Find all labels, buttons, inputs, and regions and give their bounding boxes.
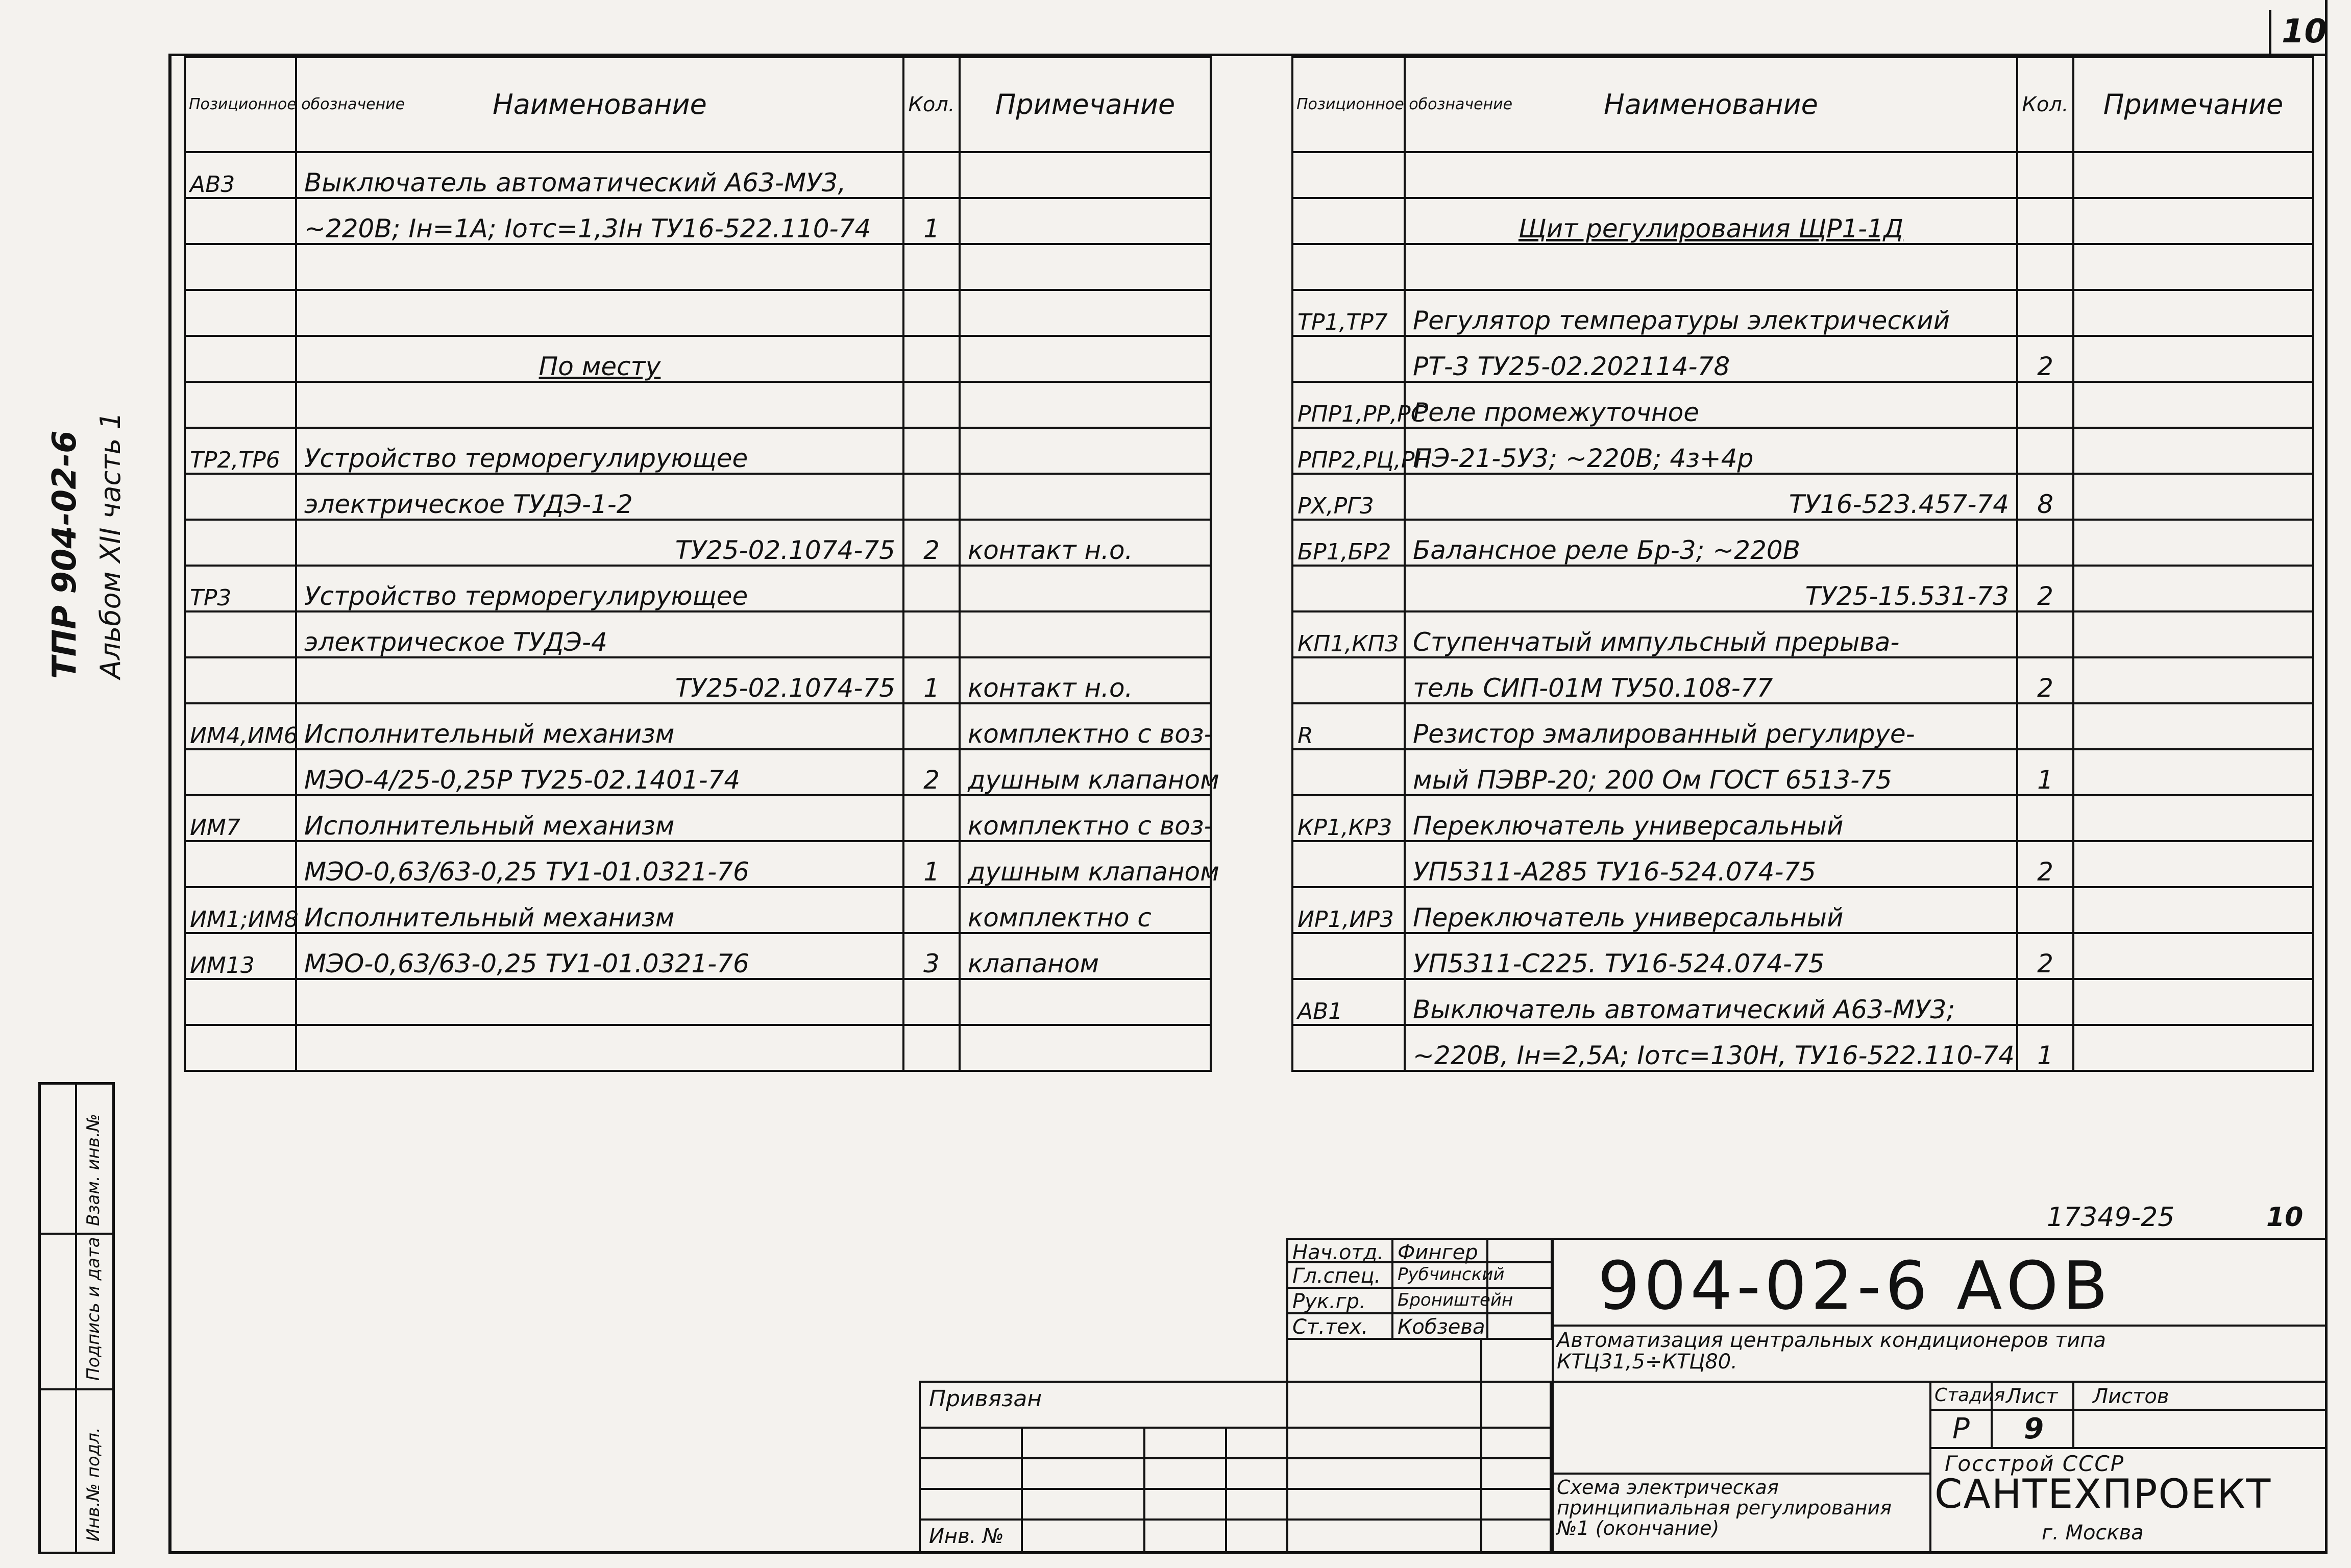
note-cell: комплектно с <box>960 887 1211 933</box>
name-cell: Реле промежуточное <box>1405 382 2017 428</box>
note-cell <box>960 244 1211 290</box>
sheet-value: 9 <box>2024 1412 2044 1446</box>
note-cell <box>2073 198 2313 244</box>
table-row <box>185 611 1211 657</box>
note-cell: душным клапаном <box>960 749 1211 795</box>
table-row <box>185 520 1211 566</box>
note-cell <box>960 428 1211 474</box>
qty-cell <box>2017 795 2073 841</box>
note-cell: клапаном <box>960 933 1211 979</box>
position-cell <box>185 290 296 336</box>
name-cell: ТУ25-02.1074-75 <box>296 520 903 566</box>
name-cell: УП5311-С225. ТУ16-524.074-75 <box>1405 933 2017 979</box>
qty-cell <box>903 336 960 382</box>
note-cell <box>2073 611 2313 657</box>
role-4: Ст.тех. <box>1286 1312 1393 1340</box>
table-row <box>185 566 1211 611</box>
note-cell <box>2073 382 2313 428</box>
qty-cell <box>2017 290 2073 336</box>
name-cell: Выключатель автоматический А63-МУ3; <box>1405 979 2017 1025</box>
sheets-label: Листов <box>2093 1385 2169 1408</box>
name-cell: ТУ25-02.1074-75 <box>296 657 903 703</box>
position-cell: R <box>1292 703 1405 749</box>
note-cell <box>2073 520 2313 566</box>
qty-cell <box>2017 520 2073 566</box>
table-row <box>185 933 1211 979</box>
qty-cell: 2 <box>2017 336 2073 382</box>
header-note: Примечание <box>2073 57 2313 152</box>
note-cell <box>960 152 1211 198</box>
table-row <box>185 428 1211 474</box>
drawing-title: Схема электрическая принципиальная регулирования №1 (окончание) <box>1557 1476 1892 1539</box>
album-vertical: Альбом XII часть 1 <box>94 411 127 679</box>
qty-cell <box>903 474 960 520</box>
position-cell <box>185 657 296 703</box>
privyazan-label: Привязан <box>929 1386 1042 1412</box>
name-cell <box>296 244 903 290</box>
qty-cell <box>2017 979 2073 1025</box>
table-row <box>1292 336 2313 382</box>
name-cell: электрическое ТУДЭ-1-2 <box>296 474 903 520</box>
role-2: Гл.спец. <box>1286 1261 1393 1289</box>
position-cell <box>1292 198 1405 244</box>
note-cell <box>960 474 1211 520</box>
table-row <box>1292 152 2313 198</box>
qty-cell <box>2017 152 2073 198</box>
qty-cell: 2 <box>903 520 960 566</box>
table-row <box>1292 933 2313 979</box>
note-cell <box>2073 244 2313 290</box>
name-cell: Исполнительный механизм <box>296 703 903 749</box>
note-cell: комплектно с воз- <box>960 703 1211 749</box>
note-cell <box>2073 841 2313 887</box>
title-block <box>919 1238 2328 1554</box>
name-cell: электрическое ТУДЭ-4 <box>296 611 903 657</box>
position-cell: РПР2,РЦ,РН <box>1292 428 1405 474</box>
position-cell <box>185 841 296 887</box>
table-row <box>185 198 1211 244</box>
qty-cell: 2 <box>2017 657 2073 703</box>
qty-cell: 1 <box>903 198 960 244</box>
note-cell <box>960 611 1211 657</box>
name-cell <box>1405 244 2017 290</box>
note-cell: душным клапаном <box>960 841 1211 887</box>
note-cell <box>2073 474 2313 520</box>
corner-sheet-number: 10 <box>2282 13 2328 51</box>
sign-date-label: Подпись и дата <box>83 1237 104 1381</box>
table-row <box>1292 428 2313 474</box>
note-cell <box>2073 566 2313 611</box>
name-cell: ТУ16-523.457-74 <box>1405 474 2017 520</box>
qty-cell: 1 <box>2017 749 2073 795</box>
position-cell <box>1292 152 1405 198</box>
qty-cell: 2 <box>2017 933 2073 979</box>
table-row <box>1292 979 2313 1025</box>
name-cell <box>296 979 903 1025</box>
position-cell: РХ,РГ3 <box>1292 474 1405 520</box>
sheet-label: Лист <box>2006 1385 2058 1408</box>
note-cell: контакт н.о. <box>960 657 1211 703</box>
header-qty: Кол. <box>903 57 960 152</box>
note-cell <box>2073 887 2313 933</box>
qty-cell <box>903 611 960 657</box>
header-note: Примечание <box>960 57 1211 152</box>
table-row <box>1292 657 2313 703</box>
position-cell: АВ3 <box>185 152 296 198</box>
qty-cell <box>903 290 960 336</box>
name-cell: Устройство терморегулирующее <box>296 428 903 474</box>
qty-cell: 1 <box>903 841 960 887</box>
name-cell <box>296 1025 903 1071</box>
note-cell <box>2073 152 2313 198</box>
name-cell: Исполнительный механизм <box>296 887 903 933</box>
position-cell: ТР2,ТР6 <box>185 428 296 474</box>
qty-cell <box>903 566 960 611</box>
position-cell <box>185 474 296 520</box>
header-qty: Кол. <box>2017 57 2073 152</box>
position-cell <box>1292 933 1405 979</box>
table-row <box>185 703 1211 749</box>
table-row <box>185 1025 1211 1071</box>
header-name: Наименование <box>1405 57 2017 152</box>
table-row <box>1292 749 2313 795</box>
stage-value: Р <box>1952 1412 1970 1446</box>
qty-cell <box>2017 198 2073 244</box>
position-cell <box>185 1025 296 1071</box>
table-row <box>185 749 1211 795</box>
note-cell <box>2073 290 2313 336</box>
note-cell <box>960 382 1211 428</box>
position-cell <box>1292 657 1405 703</box>
name-cell: РТ-3 ТУ25-02.202114-78 <box>1405 336 2017 382</box>
name-cell: Балансное реле Бр-3; ~220В <box>1405 520 2017 566</box>
position-cell <box>1292 1025 1405 1071</box>
position-cell <box>1292 841 1405 887</box>
table-header <box>1292 57 2313 152</box>
table-row <box>1292 887 2313 933</box>
name-4: Кобзева <box>1391 1312 1488 1340</box>
qty-cell <box>2017 611 2073 657</box>
table-row <box>185 979 1211 1025</box>
name-cell: Переключатель универсальный <box>1405 795 2017 841</box>
table-row <box>185 795 1211 841</box>
inv-podl-label: Инв.№ подл. <box>83 1427 104 1541</box>
name-cell: ПЭ-21-5У3; ~220В; 4з+4р <box>1405 428 2017 474</box>
name-cell: УП5311-А285 ТУ16-524.074-75 <box>1405 841 2017 887</box>
position-cell: ИМ4,ИМ6 <box>185 703 296 749</box>
signature-3 <box>1486 1287 1553 1314</box>
note-cell <box>2073 933 2313 979</box>
table-row <box>185 887 1211 933</box>
qty-cell <box>903 703 960 749</box>
doc-code-top-num: 10 <box>2266 1202 2304 1233</box>
name-cell: Исполнительный механизм <box>296 795 903 841</box>
role-1: Нач.отд. <box>1286 1238 1393 1263</box>
position-cell: ТР3 <box>185 566 296 611</box>
name-cell <box>1405 152 2017 198</box>
note-cell <box>960 566 1211 611</box>
name-cell: мый ПЭВР-20; 200 Ом ГОСТ 6513-75 <box>1405 749 2017 795</box>
table-row <box>1292 290 2313 336</box>
note-cell <box>960 198 1211 244</box>
name-cell <box>296 382 903 428</box>
name-cell: Переключатель универсальный <box>1405 887 2017 933</box>
table-row <box>1292 841 2313 887</box>
note-cell <box>2073 428 2313 474</box>
qty-cell <box>2017 887 2073 933</box>
name-cell: МЭО-0,63/63-0,25 ТУ1-01.0321-76 <box>296 841 903 887</box>
note-cell: комплектно с воз- <box>960 795 1211 841</box>
position-cell: КР1,КР3 <box>1292 795 1405 841</box>
spec-table-right <box>1291 56 2314 1072</box>
name-cell: Резистор эмалированный регулируе- <box>1405 703 2017 749</box>
note-cell <box>2073 1025 2313 1071</box>
position-cell <box>185 198 296 244</box>
note-cell <box>2073 336 2313 382</box>
position-cell <box>1292 336 1405 382</box>
table-row <box>185 382 1211 428</box>
name-cell: ~220В; Iн=1А; Iотс=1,3Iн ТУ16-522.110-74 <box>296 198 903 244</box>
signature-2 <box>1486 1261 1553 1289</box>
note-cell <box>2073 657 2313 703</box>
qty-cell: 8 <box>2017 474 2073 520</box>
position-cell <box>1292 566 1405 611</box>
note-cell <box>960 336 1211 382</box>
table-row <box>1292 703 2313 749</box>
corner-sheet-box <box>2269 10 2271 55</box>
note-cell <box>960 1025 1211 1071</box>
project-code-vertical: ТПР 904-02-6 <box>46 430 84 679</box>
table-row <box>1292 566 2313 611</box>
name-cell: Ступенчатый импульсный прерыва- <box>1405 611 2017 657</box>
org-city: г. Москва <box>2042 1521 2144 1545</box>
qty-cell <box>2017 428 2073 474</box>
position-cell <box>185 749 296 795</box>
position-cell <box>185 520 296 566</box>
qty-cell: 1 <box>2017 1025 2073 1071</box>
qty-cell <box>903 152 960 198</box>
note-cell <box>2073 703 2313 749</box>
table-row <box>185 152 1211 198</box>
table-row <box>185 244 1211 290</box>
role-3: Рук.гр. <box>1286 1287 1393 1314</box>
org-gosstroy: Госстрой СССР <box>1945 1451 2125 1476</box>
table-row <box>1292 198 2313 244</box>
doc-code-top: 17349-25 <box>2047 1202 2175 1233</box>
note-cell: контакт н.о. <box>960 520 1211 566</box>
signature-1 <box>1486 1238 1553 1263</box>
table-header <box>185 57 1211 152</box>
table-row <box>1292 382 2313 428</box>
name-cell: тель СИП-01М ТУ50.108-77 <box>1405 657 2017 703</box>
project-title: Автоматизация центральных кондиционеров типа КТЦ31,5÷КТЦ80. <box>1557 1329 2106 1374</box>
qty-cell: 2 <box>903 749 960 795</box>
table-row <box>185 841 1211 887</box>
table-row <box>1292 1025 2313 1071</box>
name-cell: Выключатель автоматический А63-МУ3, <box>296 152 903 198</box>
position-cell <box>185 336 296 382</box>
spec-table-left <box>184 56 1219 1072</box>
name-1: Фингер <box>1391 1238 1488 1263</box>
name-cell: МЭО-4/25-0,25Р ТУ25-02.1401-74 <box>296 749 903 795</box>
name-cell: Регулятор температуры электрический <box>1405 290 2017 336</box>
qty-cell <box>903 795 960 841</box>
position-cell <box>185 611 296 657</box>
name-cell: ~220В, Iн=2,5А; Iотс=130Н, ТУ16-522.110-74 <box>1405 1025 2017 1071</box>
note-cell <box>960 290 1211 336</box>
qty-cell: 3 <box>903 933 960 979</box>
table-row <box>185 657 1211 703</box>
position-cell: БР1,БР2 <box>1292 520 1405 566</box>
qty-cell <box>2017 382 2073 428</box>
qty-cell <box>903 428 960 474</box>
position-cell: ИМ7 <box>185 795 296 841</box>
table-row <box>1292 244 2313 290</box>
table-row <box>185 336 1211 382</box>
table-row <box>1292 520 2313 566</box>
header-pos: Позиционное обозначение <box>1292 57 1405 152</box>
table-row <box>1292 611 2313 657</box>
name-cell: По месту <box>296 336 903 382</box>
position-cell: ИР1,ИР3 <box>1292 887 1405 933</box>
table-row <box>1292 795 2313 841</box>
qty-cell <box>903 979 960 1025</box>
position-cell: ИМ13 <box>185 933 296 979</box>
qty-cell <box>903 244 960 290</box>
qty-cell <box>2017 703 2073 749</box>
vzam-inv-label: Взам. инв.№ <box>83 1113 104 1226</box>
qty-cell <box>903 382 960 428</box>
table-row <box>185 290 1211 336</box>
note-cell <box>2073 749 2313 795</box>
signature-grid <box>1286 1238 1552 1340</box>
position-cell <box>185 979 296 1025</box>
position-cell: КП1,КП3 <box>1292 611 1405 657</box>
position-cell: РПР1,РР,РС <box>1292 382 1405 428</box>
qty-cell <box>2017 244 2073 290</box>
name-cell: МЭО-0,63/63-0,25 ТУ1-01.0321-76 <box>296 933 903 979</box>
note-cell <box>2073 795 2313 841</box>
inv-label: Инв. № <box>929 1525 1004 1548</box>
position-cell: ИМ1;ИМ8 <box>185 887 296 933</box>
name-3: Броништейн <box>1391 1287 1488 1314</box>
table-row <box>185 474 1211 520</box>
qty-cell <box>903 887 960 933</box>
name-cell: ТУ25-15.531-73 <box>1405 566 2017 611</box>
qty-cell: 1 <box>903 657 960 703</box>
position-cell <box>1292 244 1405 290</box>
position-cell: ТР1,ТР7 <box>1292 290 1405 336</box>
signature-4 <box>1486 1312 1553 1340</box>
note-cell <box>2073 979 2313 1025</box>
name-cell <box>296 290 903 336</box>
name-cell: Щит регулирования ЩР1-1Д <box>1405 198 2017 244</box>
position-cell <box>1292 749 1405 795</box>
position-cell: АВ1 <box>1292 979 1405 1025</box>
header-pos: Позиционное обозначение <box>185 57 296 152</box>
position-cell <box>185 244 296 290</box>
qty-cell <box>903 1025 960 1071</box>
qty-cell: 2 <box>2017 841 2073 887</box>
position-cell <box>185 382 296 428</box>
name-2: Рубчинский <box>1391 1261 1488 1289</box>
table-row <box>1292 474 2313 520</box>
note-cell <box>960 979 1211 1025</box>
org-santekhproekt: САНТЕХПРОЕКТ <box>1934 1472 2272 1517</box>
designation: 904-02-6 АОВ <box>1598 1247 2112 1325</box>
qty-cell: 2 <box>2017 566 2073 611</box>
header-name: Наименование <box>296 57 903 152</box>
margin-stamp-strip <box>38 1082 168 1554</box>
stage-label: Стадия <box>1934 1385 2005 1406</box>
name-cell: Устройство терморегулирующее <box>296 566 903 611</box>
